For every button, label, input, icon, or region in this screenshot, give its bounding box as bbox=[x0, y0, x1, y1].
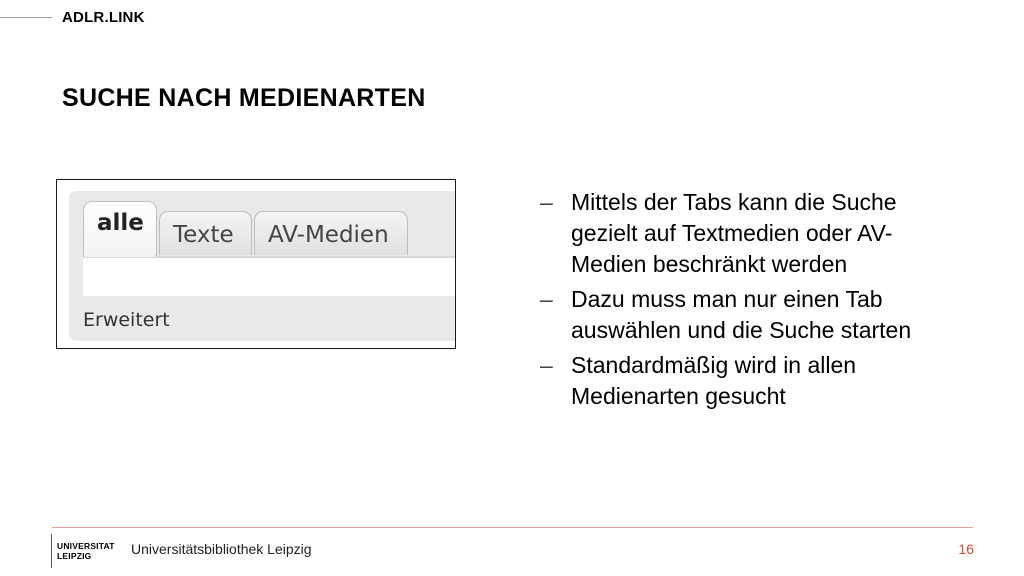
university-logo bbox=[51, 534, 115, 568]
list-item bbox=[540, 187, 960, 280]
tab-av-medien[interactable]: AV-Medien bbox=[254, 211, 408, 255]
brand-label: ADLR.LINK bbox=[62, 9, 145, 26]
page-number: 16 bbox=[958, 541, 974, 557]
bullet-marker: – bbox=[540, 286, 553, 312]
search-panel bbox=[69, 191, 456, 341]
bullet-marker: – bbox=[540, 352, 553, 378]
bullet-text: Dazu muss man nur einen Tab auswählen und die Suche starten bbox=[571, 286, 912, 343]
page-title: SUCHE NACH MEDIENARTEN bbox=[62, 84, 426, 112]
tab-alle[interactable]: alle bbox=[83, 201, 157, 257]
search-input[interactable] bbox=[83, 256, 456, 296]
advanced-search-link[interactable]: Erweitert bbox=[83, 309, 170, 331]
footer-rule bbox=[52, 527, 973, 528]
header-rule bbox=[0, 17, 52, 18]
list-item bbox=[540, 284, 960, 346]
bullet-marker: – bbox=[540, 189, 553, 215]
list-item bbox=[540, 350, 960, 412]
logo-line-2: LEIPZIG bbox=[57, 551, 92, 561]
embedded-screenshot bbox=[56, 179, 456, 349]
logo-line-1: UNIVERSITAT bbox=[57, 541, 115, 551]
bullet-text: Standardmäßig wird in allen Medienarten gesucht bbox=[571, 352, 857, 409]
footer-institution: Universitätsbibliothek Leipzig bbox=[131, 541, 312, 557]
bullet-text: Mittels der Tabs kann die Suche gezielt auf Textmedien oder AV-Medien beschränkt werden bbox=[571, 189, 897, 277]
tab-texte[interactable]: Texte bbox=[159, 211, 252, 255]
bullet-list bbox=[540, 187, 960, 416]
